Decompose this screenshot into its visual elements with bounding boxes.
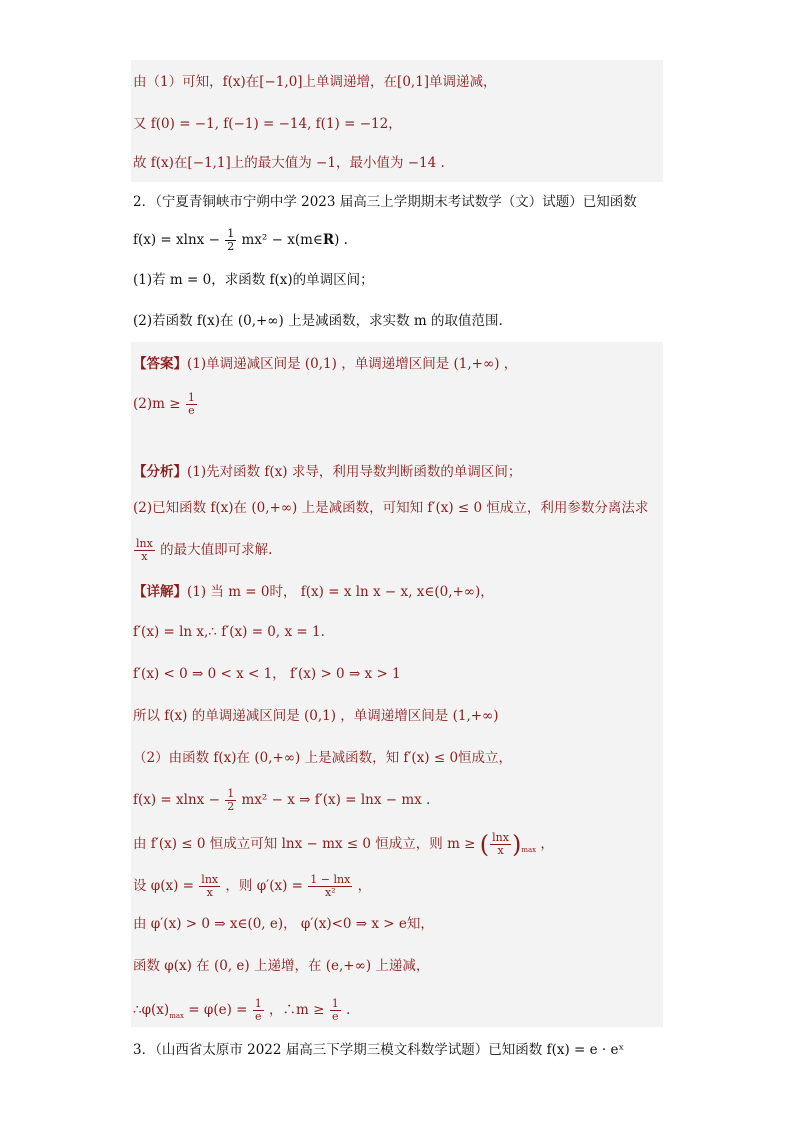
numerator: 1 bbox=[227, 227, 235, 240]
subscript-max: max bbox=[521, 846, 537, 854]
text-segment: f(x) = xlnx − bbox=[133, 792, 220, 808]
function-definition bbox=[133, 228, 348, 253]
numerator: 1 bbox=[254, 997, 262, 1010]
numerator: lnx bbox=[492, 831, 509, 844]
fraction bbox=[186, 392, 197, 417]
text-line: 所以 f(x) 的单调递减区间是 (0,1) ，单调递增区间是 (1,+∞) bbox=[133, 708, 499, 724]
analysis-label: 【分析】 bbox=[133, 464, 187, 480]
text-line: 故 f(x)在[−1,1]上的最大值为 −1，最小值为 −14 . bbox=[133, 155, 445, 171]
numerator: 1 bbox=[187, 391, 195, 404]
text-segment: mx² − x(m∈ bbox=[241, 232, 323, 248]
text-segment: ∴φ(x) bbox=[133, 1002, 170, 1018]
text-line: (2)已知函数 f(x)在 (0,+∞) 上是减函数，可知知 f′(x) ≤ 0 恒成立，利用参数分离法求 bbox=[133, 500, 649, 516]
text-line: 由（1）可知，f(x)在[−1,0]上单调递增，在[0,1]单调递减， bbox=[133, 74, 497, 90]
text-line: 由 φ′(x) > 0 ⇒ x∈(0, e)， φ′(x)<0 ⇒ x > e知， bbox=[133, 916, 434, 932]
question-header: 3．（山西省太原市 2022 届高三下学期三模文科数学试题）已知函数 f(x) = e · eˣ bbox=[133, 1042, 625, 1058]
answer-line-2 bbox=[133, 392, 198, 417]
denominator: e bbox=[188, 404, 195, 417]
fraction bbox=[308, 874, 352, 899]
subscript-max: max bbox=[169, 1012, 184, 1020]
denominator: x² bbox=[324, 886, 336, 899]
numerator: 1 bbox=[331, 997, 339, 1010]
denominator: x bbox=[206, 886, 213, 899]
text-segment: 设 φ(x) = bbox=[133, 878, 194, 894]
fraction bbox=[225, 788, 236, 813]
denominator: e bbox=[254, 1010, 262, 1023]
bold-R: R bbox=[322, 232, 335, 248]
text-segment: f(x) = xlnx − bbox=[133, 232, 220, 248]
text-line bbox=[133, 998, 350, 1026]
detail-line bbox=[133, 582, 494, 602]
analysis-line bbox=[133, 462, 521, 482]
text-segment: ，∴m ≥ bbox=[269, 1002, 325, 1018]
paren: ( bbox=[479, 830, 490, 859]
text-segment: ) . bbox=[334, 232, 348, 248]
text-segment: (1)先对函数 f(x) 求导，利用导数判断函数的单调区间； bbox=[187, 464, 522, 480]
detail-label: 【详解】 bbox=[133, 584, 187, 600]
fraction bbox=[199, 874, 220, 899]
question-part-2: (2)若函数 f(x)在 (0,+∞) 上是减函数，求实数 m 的取值范围. bbox=[133, 313, 503, 329]
text-line: f′(x) = ln x,∴ f′(x) = 0, x = 1. bbox=[133, 624, 325, 640]
fraction bbox=[253, 998, 264, 1023]
numerator: 1 bbox=[227, 787, 235, 800]
text-segment: (1) 当 m = 0时， f(x) = x ln x − x, x∈(0,+∞)， bbox=[187, 584, 494, 600]
numerator: lnx bbox=[136, 537, 153, 550]
numerator: lnx bbox=[201, 873, 219, 886]
fraction bbox=[225, 228, 236, 253]
text-segment: 的最大值即可求解. bbox=[160, 542, 273, 558]
text-segment: (1)单调递减区间是 (0,1) ，单调递增区间是 (1,+∞) ， bbox=[187, 356, 518, 372]
answer-line bbox=[133, 354, 517, 374]
answer-label: 【答案】 bbox=[133, 356, 187, 372]
fraction bbox=[490, 832, 511, 857]
fraction bbox=[134, 538, 155, 563]
text-line: 又 f(0) = −1, f(−1) = −14, f(1) = −12， bbox=[133, 116, 402, 132]
text-line: 函数 φ(x) 在 (0, e) 上递增，在 (e,+∞) 上递减， bbox=[133, 958, 430, 974]
text-segment: mx² − x ⇒ f′(x) = lnx − mx . bbox=[241, 792, 431, 808]
question-header: 2．（宁夏青铜峡市宁朔中学 2023 届高三上学期期末考试数学（文）试题）已知函数 bbox=[133, 194, 637, 210]
text-line bbox=[133, 832, 554, 860]
denominator: 2 bbox=[227, 240, 235, 253]
denominator: e bbox=[331, 1010, 339, 1023]
fraction bbox=[330, 998, 341, 1023]
text-segment: (2)m ≥ bbox=[133, 396, 181, 412]
text-segment: = φ(e) = bbox=[188, 1002, 248, 1018]
text-line bbox=[133, 788, 430, 813]
text-line bbox=[133, 538, 272, 563]
question-part-1: (1)若 m = 0，求函数 f(x)的单调区间； bbox=[133, 272, 374, 288]
numerator: 1 − lnx bbox=[310, 873, 351, 886]
text-segment: ，则 φ′(x) = bbox=[225, 878, 303, 894]
denominator: 2 bbox=[227, 800, 235, 813]
text-segment: ， bbox=[357, 878, 372, 894]
text-segment: ， bbox=[540, 836, 554, 852]
denominator: x bbox=[497, 844, 504, 857]
denominator: x bbox=[141, 550, 148, 563]
text-segment: . bbox=[346, 1002, 351, 1018]
text-segment: 由 f′(x) ≤ 0 恒成立可知 lnx − mx ≤ 0 恒成立，则 m ≥ bbox=[133, 836, 476, 852]
text-line: （2）由函数 f(x)在 (0,+∞) 上是减函数，知 f′(x) ≤ 0恒成立， bbox=[133, 750, 513, 766]
text-line: f′(x) < 0 ⇒ 0 < x < 1， f′(x) > 0 ⇒ x > 1 bbox=[133, 666, 401, 682]
paren: ) bbox=[511, 830, 522, 859]
text-line bbox=[133, 874, 371, 899]
